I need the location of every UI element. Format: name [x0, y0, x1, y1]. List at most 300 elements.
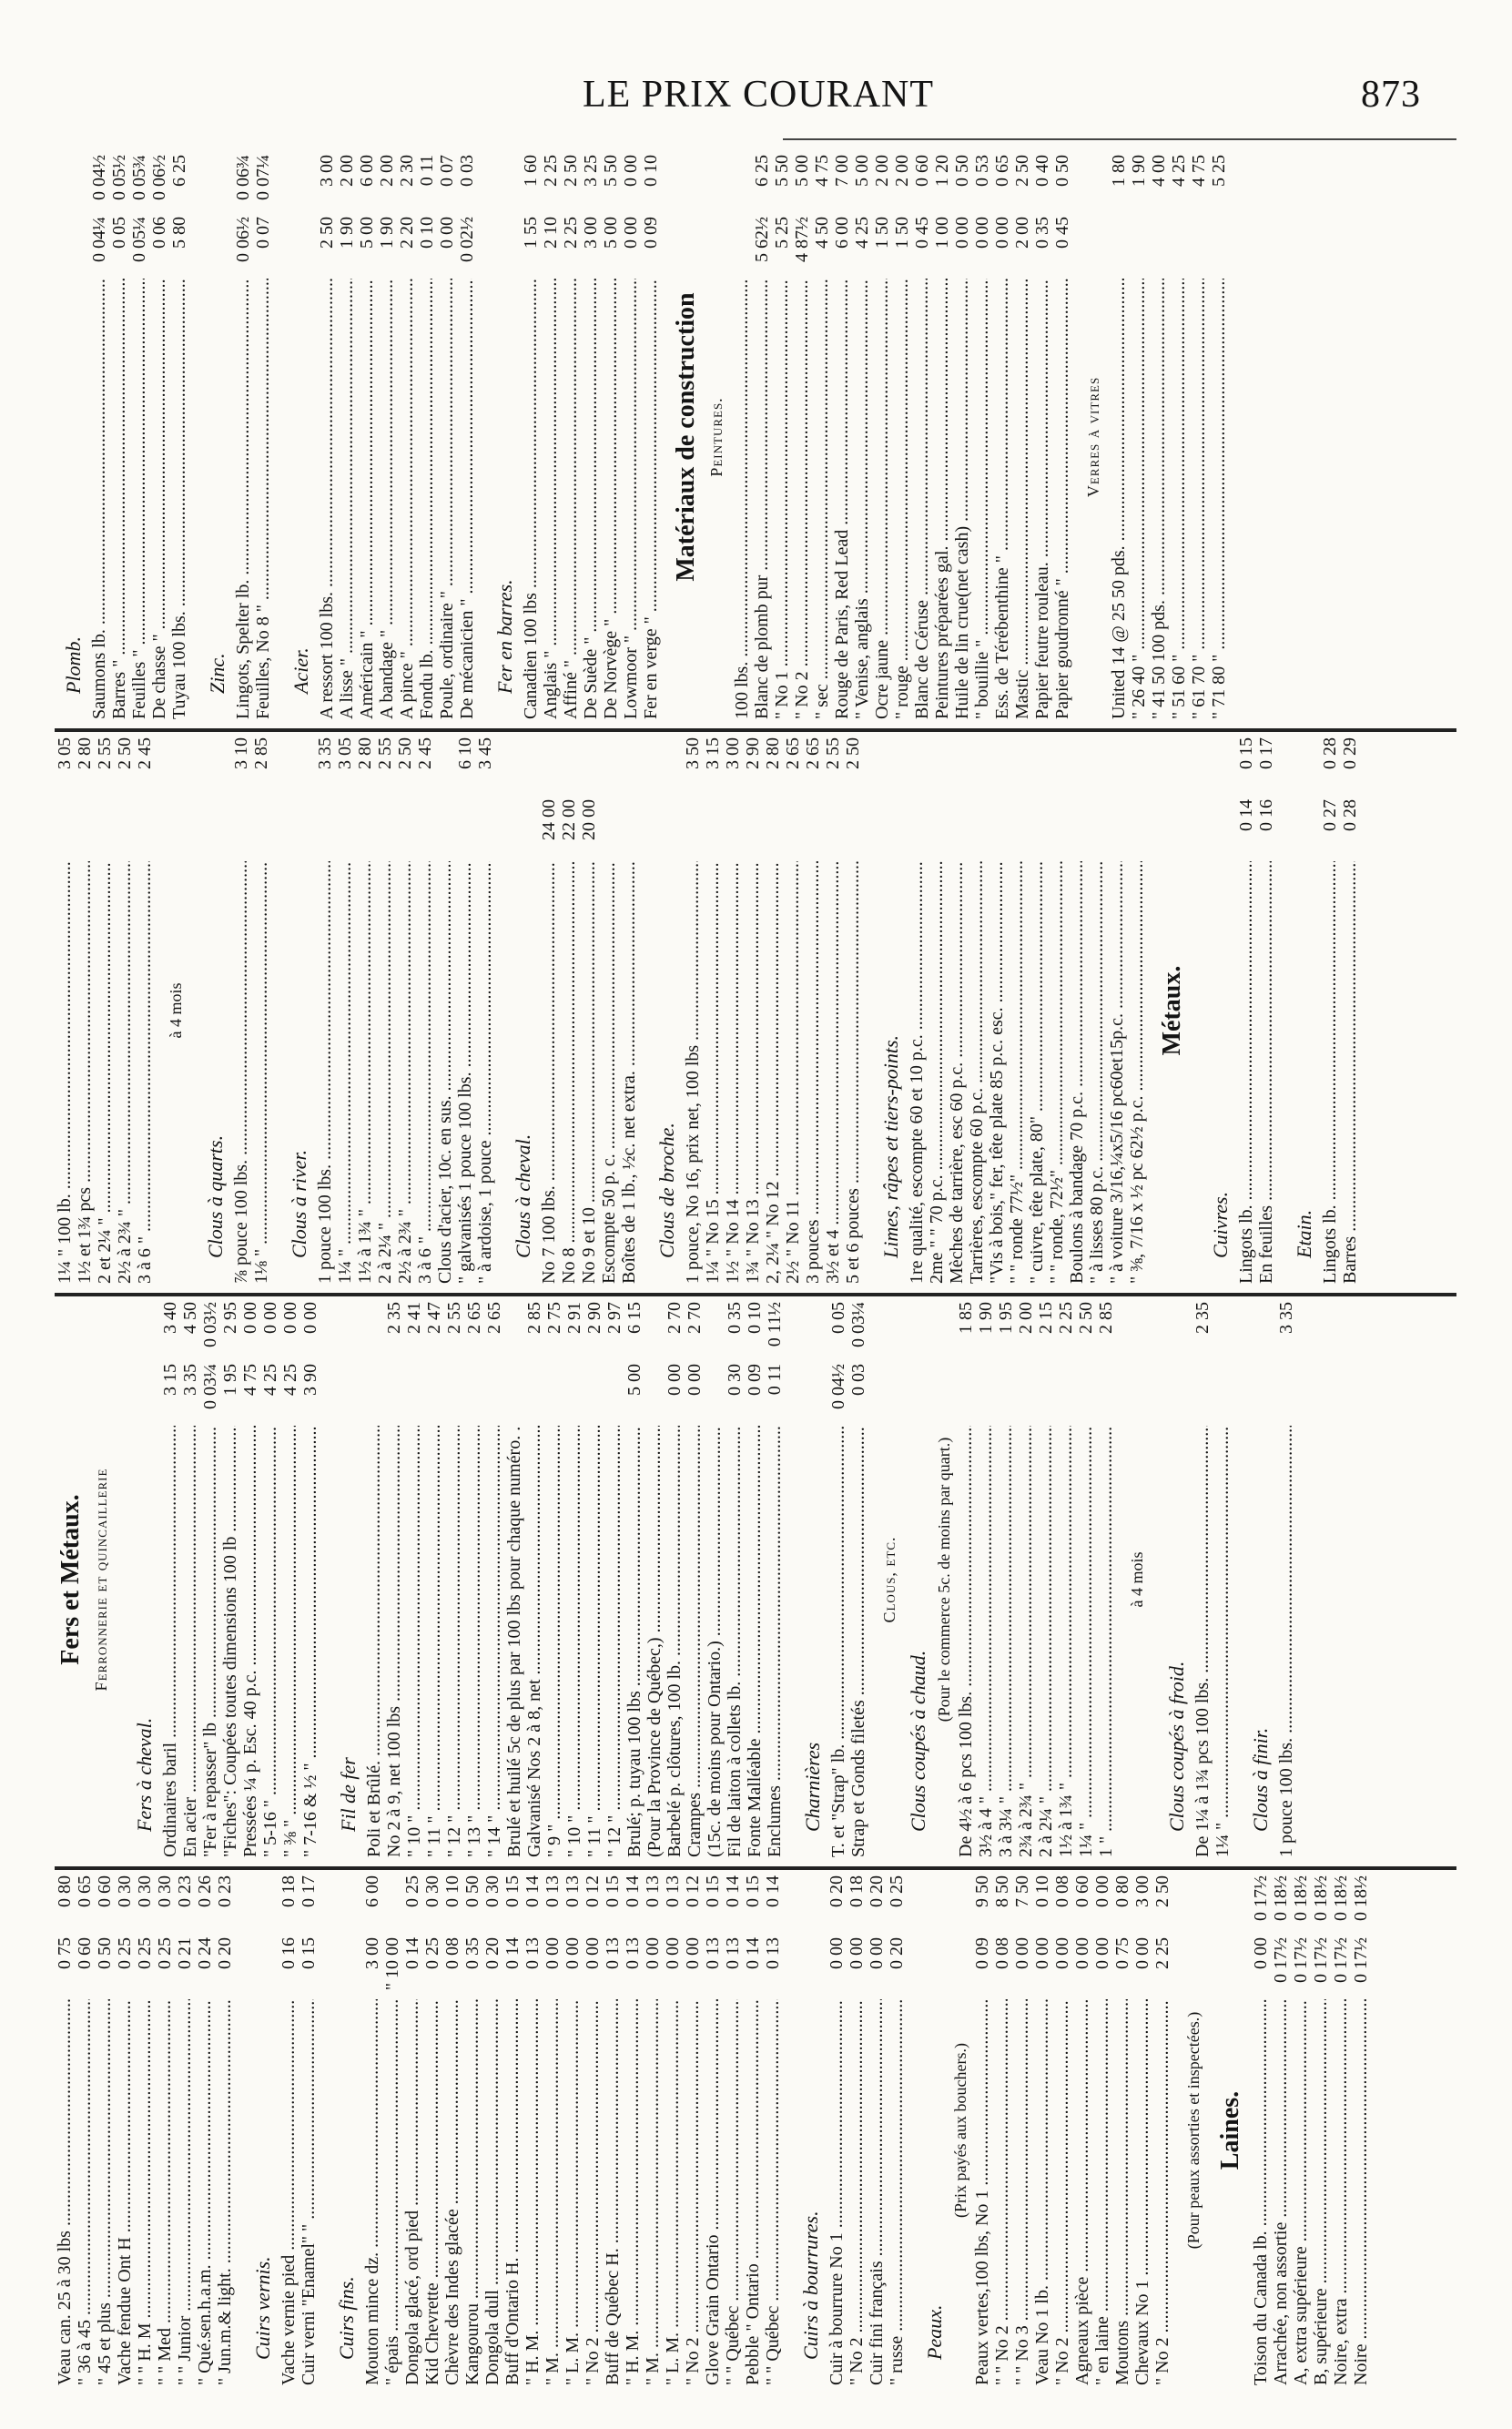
- price-row: [1032, 1875, 1052, 2385]
- price-low: [364, 1364, 384, 1426]
- price-row: [95, 737, 115, 1284]
- item-label: 5 et 6 pouces .....: [843, 861, 863, 1284]
- price-row: [357, 155, 377, 719]
- price-low: 0 00: [1052, 1937, 1072, 1969]
- item-label: 1 pouce, No 16, prix net, 100 lbs .....: [683, 861, 703, 1284]
- item-label: " " ronde 77½" .....: [1007, 861, 1027, 1284]
- price-high: 0 00: [260, 1302, 280, 1334]
- price-row: [1052, 155, 1072, 719]
- price-high: 0 07: [437, 155, 457, 187]
- item-label: Mastic .....: [1012, 279, 1032, 719]
- price-row: [563, 1875, 583, 2385]
- price-row: [619, 737, 639, 1284]
- price-low: [956, 1364, 976, 1426]
- price-low: 0 04¼: [89, 217, 109, 262]
- price-low: [524, 1364, 544, 1426]
- price-low: 0 13: [763, 1937, 783, 1969]
- price-row: [279, 1875, 299, 2385]
- price-row: [424, 1302, 444, 1857]
- item-label: " " Québec .....: [763, 1999, 783, 2385]
- price-high: 2 50: [561, 155, 581, 187]
- price-low: 0 16: [279, 1937, 299, 1969]
- category-heading: Verres à vitres: [1084, 376, 1102, 498]
- item-label: Veau can. 25 à 30 lbs .....: [55, 1999, 75, 2385]
- price-row: [763, 737, 783, 1284]
- item-label: Crampes .....: [685, 1426, 705, 1857]
- price-high: 0 50: [1052, 155, 1072, 187]
- price-low: 0 00: [972, 217, 992, 249]
- price-row: [745, 1302, 765, 1857]
- price-low: 1 90: [377, 217, 397, 249]
- price-row: [415, 737, 435, 1284]
- price-low: 0 14: [743, 1937, 763, 1969]
- subsection-heading: Fil de fer: [337, 1757, 360, 1832]
- price-low: 0 75: [1112, 1937, 1132, 1969]
- item-label: " galvanisés 1 pouce 100 lbs. .....: [455, 861, 475, 1284]
- item-label: " 36 à 45 .....: [75, 1999, 95, 2385]
- price-row: [1331, 1875, 1351, 2385]
- price-low: 0 00: [1092, 1937, 1112, 1969]
- price-high: 0 15: [502, 1875, 523, 1907]
- price-row: [220, 1302, 240, 1857]
- price-high: 0 00: [621, 155, 641, 187]
- price-high: 3 00: [317, 155, 337, 187]
- price-row: [524, 1302, 544, 1857]
- item-label: (Pour la Province de Québec,) .....: [644, 1426, 665, 1857]
- price-low: 0 25: [115, 1937, 135, 1969]
- price-row: [75, 737, 95, 1284]
- price-row: [683, 737, 703, 1284]
- price-row: [685, 1302, 705, 1857]
- item-label: " bouillie " .....: [972, 279, 992, 719]
- item-label: B, supérieure .....: [1311, 1999, 1331, 2385]
- section-heading: Laines.: [1216, 2090, 1244, 2170]
- item-label: Anglais " .....: [541, 279, 561, 719]
- price-high: 0 50: [952, 155, 972, 187]
- price-row: [1012, 1875, 1032, 2385]
- block-spacer: [273, 155, 282, 719]
- item-label: No 8 .....: [559, 861, 579, 1284]
- price-row: [1209, 155, 1229, 719]
- item-label: 2½ à 2¾ " .....: [395, 861, 415, 1284]
- price-low: 0 03: [848, 1364, 868, 1396]
- price-high: 2 00: [892, 155, 912, 187]
- price-high: 3 10: [231, 737, 251, 769]
- item-label: Fer en verge " .....: [641, 279, 661, 719]
- price-low: 0 00: [663, 1937, 683, 1969]
- price-row: [155, 1875, 175, 2385]
- price-low: 5 80: [169, 217, 189, 249]
- price-low: 5 62½: [752, 217, 772, 262]
- price-low: [705, 1364, 725, 1426]
- note: (Prix payés aux bouchers.): [951, 2043, 969, 2218]
- price-row: [828, 1302, 848, 1857]
- price-row: [992, 155, 1012, 719]
- price-low: 0 09: [641, 217, 661, 249]
- subsection-heading: Cuirs à bourrures.: [799, 2210, 822, 2360]
- price-low: [763, 799, 783, 861]
- price-high: 0 15: [703, 1875, 723, 1907]
- price-high: 3 00: [723, 737, 743, 769]
- item-label: Poli et Brûlé. .....: [364, 1426, 384, 1857]
- section-heading: Métaux.: [1158, 965, 1186, 1056]
- price-high: 0 12: [583, 1875, 603, 1907]
- subsection-heading: Charnières: [801, 1742, 824, 1832]
- price-low: [967, 799, 987, 861]
- price-row: [253, 155, 273, 719]
- price-high: 2 80: [763, 737, 783, 769]
- item-label: Peaux vertes,100 lbs, No 1 .....: [972, 1999, 992, 2385]
- price-row: [455, 737, 475, 1284]
- price-row: [992, 1875, 1012, 2385]
- price-low: 0 00: [827, 1937, 847, 1969]
- price-low: 0 60: [75, 1937, 95, 1969]
- price-row: [404, 1302, 424, 1857]
- item-label: " No 2 .....: [847, 1999, 867, 2385]
- column-3: [55, 737, 1456, 1284]
- price-high: 0 53: [972, 155, 992, 187]
- price-row: [872, 155, 892, 719]
- item-label: Fonte Malléable .....: [745, 1426, 765, 1857]
- price-high: [987, 737, 1007, 799]
- price-low: 0 14: [402, 1937, 422, 1969]
- item-label: Cuir à bourrure No 1 .....: [827, 1999, 847, 2385]
- item-label: " Jun.m.& light. .....: [215, 1999, 235, 2385]
- price-row: [623, 1875, 643, 2385]
- price-row: [95, 1875, 115, 2385]
- price-low: 0 17½: [1291, 1937, 1311, 1983]
- price-row: [987, 737, 1007, 1284]
- price-row: [976, 1302, 996, 1857]
- item-label: 1⅛ " .....: [251, 861, 271, 1284]
- price-low: [1096, 1364, 1116, 1426]
- item-label: United 14 @ 25 50 pds. .....: [1109, 279, 1129, 719]
- price-row: [932, 155, 952, 719]
- price-low: 5 00: [357, 217, 377, 249]
- price-high: 0 10: [442, 1875, 462, 1907]
- price-high: 6 00: [362, 1875, 382, 1907]
- column-divider: [55, 1866, 1456, 1870]
- price-low: 20 00: [579, 799, 599, 840]
- price-low: 4 50: [812, 217, 832, 249]
- price-high: [947, 737, 967, 799]
- price-row: [422, 1875, 442, 2385]
- price-high: 3 00: [1132, 1875, 1152, 1907]
- price-low: [251, 799, 271, 861]
- price-low: 0 20: [482, 1937, 502, 1969]
- price-row: [867, 1875, 887, 2385]
- item-label: A, extra supérieure .....: [1291, 1999, 1311, 2385]
- price-high: 3 05: [55, 737, 75, 769]
- item-label: " 10 " .....: [404, 1426, 424, 1857]
- price-low: [1109, 217, 1129, 279]
- price-high: 2 65: [464, 1302, 484, 1334]
- price-row: [544, 1302, 564, 1857]
- price-low: [415, 799, 435, 861]
- price-low: 0 00: [1251, 1937, 1271, 1969]
- block-spacer: [1360, 737, 1369, 1284]
- price-high: 2 35: [1192, 1302, 1213, 1334]
- price-row: [1036, 1302, 1056, 1857]
- price-low: [1189, 217, 1209, 279]
- price-high: 2 50: [395, 737, 415, 769]
- block-spacer: [1192, 737, 1202, 1284]
- price-row: [956, 1302, 976, 1857]
- price-low: 3 00: [581, 217, 601, 249]
- item-label: De Norvège " .....: [601, 279, 621, 719]
- item-label: Papier goudronné " .....: [1052, 279, 1072, 719]
- price-high: 2 00: [337, 155, 357, 187]
- price-high: 0 23: [215, 1875, 235, 1907]
- price-low: 0 00: [665, 1364, 685, 1396]
- price-high: 2 65: [783, 737, 803, 769]
- price-low: [75, 799, 95, 861]
- price-low: [384, 1364, 404, 1426]
- price-high: 1 90: [976, 1302, 996, 1334]
- price-row: [502, 1875, 523, 2385]
- item-label: 3 à 6 " .....: [415, 861, 435, 1284]
- subsection-heading: Clous coupés à froid.: [1165, 1661, 1188, 1832]
- price-low: [1276, 1364, 1296, 1426]
- item-label: " 13 " .....: [464, 1426, 484, 1857]
- price-row: [703, 737, 723, 1284]
- price-row: [583, 1875, 603, 2385]
- price-low: [95, 799, 115, 861]
- price-low: 0 21: [175, 1937, 195, 1969]
- price-low: 0 17½: [1311, 1937, 1331, 1983]
- price-low: 0 05¼: [129, 217, 149, 262]
- item-label: Peintures préparées gal. .....: [932, 279, 952, 719]
- price-row: [723, 737, 743, 1284]
- price-row: [843, 737, 863, 1284]
- item-label: 1½ à 1¾ " .....: [355, 861, 375, 1284]
- price-high: [927, 737, 947, 799]
- item-label: Galvanisé Nos 2 à 8, net .....: [524, 1426, 544, 1857]
- price-high: 5 50: [601, 155, 621, 187]
- price-high: 2 70: [665, 1302, 685, 1334]
- item-label: "Fiches": Coupées toutes dimensions 100 lb .....: [220, 1426, 240, 1857]
- price-low: [1047, 799, 1067, 861]
- price-high: 0 00: [240, 1302, 260, 1334]
- price-row: [1152, 1875, 1172, 2385]
- price-row: [803, 737, 823, 1284]
- price-high: 2 91: [564, 1302, 584, 1334]
- price-high: [599, 737, 619, 799]
- item-label: Affiné " .....: [561, 279, 581, 719]
- item-label: Barres .....: [1340, 861, 1360, 1284]
- subsection-heading: Clous à river.: [288, 1149, 310, 1258]
- price-low: 1 00: [932, 217, 952, 249]
- price-low: [723, 799, 743, 861]
- price-high: 2 50: [843, 737, 863, 769]
- price-row: [337, 155, 357, 719]
- item-label: A ressort 100 lbs. .....: [317, 279, 337, 719]
- item-label: " No 2 .....: [1052, 1999, 1072, 2385]
- item-label: 2 et 2¼ " .....: [95, 861, 115, 1284]
- price-high: 2 25: [541, 155, 561, 187]
- price-row: [1251, 1875, 1271, 2385]
- item-label: Pebble " Ontario .....: [743, 1999, 763, 2385]
- subsection-heading: Fers à cheval.: [133, 1717, 156, 1832]
- item-label: " Venise, anglais .....: [852, 279, 872, 719]
- price-low: 0 04½: [828, 1364, 848, 1409]
- item-label: " 9 " .....: [544, 1426, 564, 1857]
- price-row: [1087, 737, 1107, 1284]
- price-row: [1129, 155, 1149, 719]
- item-label: Saumons lb. .....: [89, 279, 109, 719]
- price-row: [195, 1875, 215, 2385]
- price-low: [976, 1364, 996, 1426]
- price-row: [1236, 737, 1256, 1284]
- price-high: 1 80: [1109, 155, 1129, 187]
- item-label: Enclumes .....: [765, 1426, 785, 1857]
- price-high: 0 23: [175, 1875, 195, 1907]
- price-low: 0 00: [1032, 1937, 1052, 1969]
- item-label: 2¾ à 2¾ " .....: [1016, 1426, 1036, 1857]
- price-low: 1 50: [892, 217, 912, 249]
- price-low: [604, 1364, 624, 1426]
- price-high: 0 18½: [1351, 1875, 1371, 1921]
- price-low: 0 00: [1072, 1937, 1092, 1969]
- price-high: [644, 1302, 665, 1364]
- price-row: [299, 1875, 319, 2385]
- price-low: 0 35: [462, 1937, 482, 1969]
- price-high: 0 30: [422, 1875, 442, 1907]
- price-low: [843, 799, 863, 861]
- price-high: 3 35: [315, 737, 335, 769]
- price-high: 2 41: [404, 1302, 424, 1334]
- price-row: [521, 155, 541, 719]
- category-heading: Clous, etc.: [880, 1536, 898, 1623]
- price-high: 0 14: [723, 1875, 743, 1907]
- price-row: [832, 155, 852, 719]
- price-row: [952, 155, 972, 719]
- price-row: [315, 737, 335, 1284]
- price-low: [732, 217, 752, 279]
- price-high: 0 13: [643, 1875, 663, 1907]
- price-low: 5 00: [624, 1364, 644, 1396]
- price-row: [1076, 1302, 1096, 1857]
- price-high: 8 50: [992, 1875, 1012, 1907]
- price-high: 0 05: [828, 1302, 848, 1334]
- note: (Pour peaux assorties et inspectées.): [1184, 2011, 1202, 2250]
- price-low: [475, 799, 495, 861]
- price-row: [169, 155, 189, 719]
- price-high: 4 25: [1169, 155, 1189, 187]
- price-row: [559, 737, 579, 1284]
- price-row: [705, 1302, 725, 1857]
- price-row: [1016, 1302, 1036, 1857]
- price-low: [484, 1364, 504, 1426]
- item-label: " No 2 .....: [1152, 1999, 1172, 2385]
- price-low: 4 25: [260, 1364, 280, 1396]
- price-row: [732, 155, 752, 719]
- item-label: Blanc de plomb pur .....: [752, 279, 772, 719]
- price-row: [1092, 1875, 1112, 2385]
- subsection-heading: Clous coupés à chaud.: [907, 1650, 929, 1832]
- item-label: 2½ à 2¾ " .....: [115, 861, 135, 1284]
- item-label: " rouge .....: [892, 279, 912, 719]
- item-label: Tarrières, escompte 60 p.c. .....: [967, 861, 987, 1284]
- price-high: 3 45: [475, 737, 495, 769]
- price-row: [539, 737, 559, 1284]
- price-row: [847, 1875, 867, 2385]
- item-label: Fil de laiton à collets lb. .....: [725, 1426, 745, 1857]
- price-high: 1 90: [1129, 155, 1149, 187]
- item-label: " 7-16 & ½ " .....: [300, 1426, 320, 1857]
- item-label: Vache vernie pied .....: [279, 1999, 299, 2385]
- section-heading: Matériaux de construction: [672, 292, 700, 582]
- price-row: [109, 155, 129, 719]
- price-row: [504, 1302, 524, 1857]
- price-high: [1213, 1302, 1233, 1364]
- price-row: [665, 1302, 685, 1857]
- price-low: 4 75: [240, 1364, 260, 1396]
- price-low: [424, 1364, 444, 1426]
- price-high: 0 06½: [149, 155, 169, 200]
- block-spacer: [189, 155, 198, 719]
- price-high: 0 10: [1032, 1875, 1052, 1907]
- price-row: [581, 155, 601, 719]
- price-high: 0 04½: [89, 155, 109, 200]
- item-label: Buff d'Ontario H. .....: [502, 1999, 523, 2385]
- item-label: Veau No 1 lb. .....: [1032, 1999, 1052, 2385]
- item-label: 1 pouce 100 lbs. .....: [1276, 1426, 1296, 1857]
- price-row: [55, 737, 75, 1284]
- price-row: [382, 1875, 402, 2385]
- price-high: 0 13: [563, 1875, 583, 1907]
- item-label: De 4½ à 6 pcs 100 lbs. .....: [956, 1426, 976, 1857]
- price-row: [1096, 1302, 1116, 1857]
- note: à 4 mois: [1128, 1551, 1146, 1608]
- price-low: 0 20: [215, 1937, 235, 1969]
- price-low: [455, 799, 475, 861]
- price-high: 0 17: [1256, 737, 1276, 769]
- price-row: [603, 1875, 623, 2385]
- price-high: 0 00: [280, 1302, 300, 1334]
- price-low: 0 17½: [1351, 1937, 1371, 1983]
- price-low: 0 45: [1052, 217, 1072, 249]
- item-label: Cuir verni "Enamel" " .....: [299, 1999, 319, 2385]
- item-label: " 12 " .....: [444, 1426, 464, 1857]
- item-label: 1½ à 1¾ " .....: [1056, 1426, 1076, 1857]
- item-label: "Vis à bois," fer, tête plate 85 p.c. esc. .....: [987, 861, 1007, 1284]
- item-label: 2me " " 70 p.c. .....: [927, 861, 947, 1284]
- item-label: " à lisses 80 p.c. .....: [1087, 861, 1107, 1284]
- item-label: " 10 " .....: [564, 1426, 584, 1857]
- price-high: 4 75: [812, 155, 832, 187]
- price-low: [927, 799, 947, 861]
- price-high: 2 55: [375, 737, 395, 769]
- price-low: 0 00: [683, 1937, 703, 1969]
- category-heading: Peintures.: [707, 397, 726, 477]
- price-low: [1209, 217, 1229, 279]
- item-label: (15c. de moins pour Ontario.) .....: [705, 1426, 725, 1857]
- price-row: [579, 737, 599, 1284]
- price-high: 0 10: [745, 1302, 765, 1334]
- item-label: Lingots lb. .....: [1320, 861, 1340, 1284]
- item-label: " épais .....: [382, 1999, 402, 2385]
- price-low: [1076, 1364, 1096, 1426]
- price-row: [55, 1875, 75, 2385]
- price-low: [947, 799, 967, 861]
- item-label: De chasse " .....: [149, 279, 169, 719]
- price-high: 0 12: [683, 1875, 703, 1907]
- price-row: [523, 1875, 543, 2385]
- subsection-heading: Fer en barres.: [493, 579, 516, 694]
- price-low: [395, 799, 415, 861]
- price-low: 2 00: [1012, 217, 1032, 249]
